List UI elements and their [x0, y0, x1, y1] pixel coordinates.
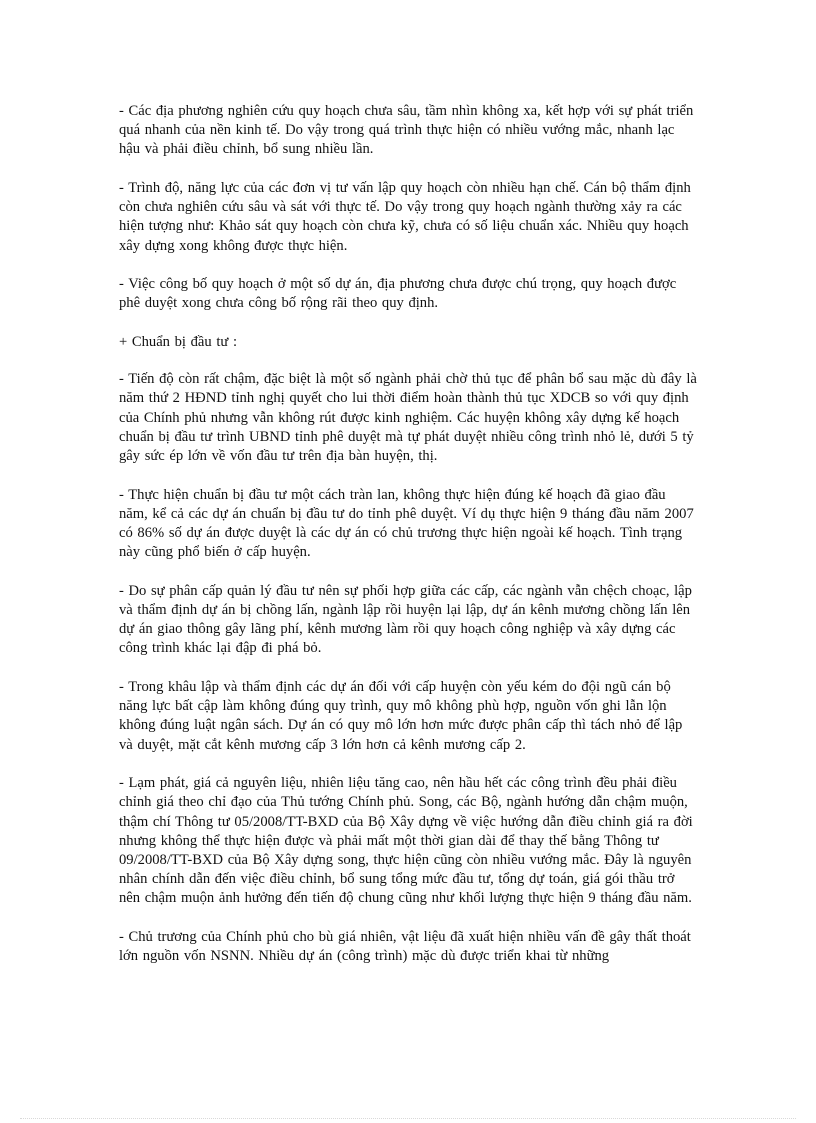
section-heading-investment-preparation: + Chuẩn bị đầu tư : — [119, 334, 238, 350]
paragraph-planning-localities: - Các địa phương nghiên cứu quy hoạch chưa sâu, tầm nhìn không xa, kết hợp với sự phát triển quá nhanh của nền kinh tế. Do vậy trong quá trình thực hiện có nhiều vướng mắc, nhanh lạc hậu và phải điều chỉnh, bổ sung nhiều lần. — [119, 103, 694, 158]
paragraph-inflation-price-adjustment: - Lạm phát, giá cả nguyên liệu, nhiên liệu tăng cao, nên hầu hết các công trình đều phải điều chỉnh giá theo chỉ đạo của Thủ tướng Chính phủ. Song, các Bộ, ngành hướng dẫn chậm muộn, thậm chí Thông tư 05/2008/TT-BXD của Bộ Xây dựng về việc hướng dẫn điều chỉnh giá ra đời nhưng không thể thực hiện được và phải mất một thời gian dài để thay thế bằng Thông tư 09/2008/TT-BXD của Bộ Xây dựng song, thực hiện cũng còn nhiều vướng mắc. Đây là nguyên nhân chính dẫn đến việc điều chỉnh, bổ sung tổng mức đầu tư, tổng dự toán, giá gói thầu trở nên chậm muộn ảnh hưởng đến tiến độ chung cũng như khối lượng thực hiện 9 tháng đầu năm. — [119, 775, 693, 907]
paragraph-coordination-issues: - Do sự phân cấp quản lý đầu tư nên sự phối hợp giữa các cấp, các ngành vẫn chệch choạc, lập và thẩm định dự án bị chồng lấn, ngành lập rồi huyện lại lập, dự án kênh mương chồng lấn lên dự án giao thông gây lãng phí, kênh mương làm rồi quy hoạch công nghiệp và xây dựng các công trình khác lại đập đi phá bỏ. — [119, 582, 692, 657]
paragraph-price-compensation: - Chủ trương của Chính phủ cho bù giá nhiên, vật liệu đã xuất hiện nhiều vấn đề gây thất thoát lớn nguồn vốn NSNN. Nhiều dự án (công trình) mặc dù được triển khai từ những — [119, 929, 691, 965]
paragraph-consultant-capacity: - Trình độ, năng lực của các đơn vị tư vấn lập quy hoạch còn nhiều hạn chế. Cán bộ thẩm định còn chưa nghiên cứu sâu và sát với thực tế. Do vậy trong quy hoạch ngành thường xảy ra các hiện tượng như: Khảo sát quy hoạch còn chưa kỹ, chưa có số liệu chuẩn xác. Nhiều quy hoạch xây dựng xong không được thực hiện. — [119, 180, 691, 254]
page-bottom-divider — [20, 1118, 796, 1119]
paragraph-widespread-preparation: - Thực hiện chuẩn bị đầu tư một cách tràn lan, không thực hiện đúng kế hoạch đã giao đầu năm, kể cả các dự án chuẩn bị đầu tư do tỉnh phê duyệt. Ví dụ thực hiện 9 tháng đầu năm 2007 có 86% số dự án được duyệt là các dự án có chủ trương thực hiện ngoài kế hoạch. Tình trạng này cũng phổ biến ở cấp huyện. — [119, 486, 694, 561]
paragraph-district-appraisal: - Trong khâu lập và thẩm định các dự án đối với cấp huyện còn yếu kém do đội ngũ cán bộ năng lực bất cập làm không đúng quy trình, quy mô không phù hợp, nguồn vốn ghi lẫn lộn không đúng luật ngân sách. Dự án có quy mô lớn hơn mức được phân cấp thì tách nhỏ để lập và duyệt, mặt cắt kênh mương cấp 3 lớn hơn cả kênh mương cấp 2. — [119, 679, 683, 753]
document-body — [119, 102, 699, 986]
paragraph-slow-progress: - Tiến độ còn rất chậm, đặc biệt là một số ngành phải chờ thủ tục để phân bổ sau mặc dù đây là năm thứ 2 HĐND tỉnh nghị quyết cho lui thời điểm hoàn thành thủ tục XDCB so với quy định của Chính phủ nhưng vẫn không rút được kinh nghiệm. Các huyện không xây dựng kế hoạch chuẩn bị đầu tư trình UBND tỉnh phê duyệt mà tự phát duyệt nhiều công trình nhỏ lẻ, dưới 5 tỷ gây sức ép lớn về vốn đầu tư trên địa bàn huyện, thị. — [119, 371, 697, 465]
paragraph-planning-announcement: - Việc công bố quy hoạch ở một số dự án, địa phương chưa được chú trọng, quy hoạch được phê duyệt xong chưa công bố rộng rãi theo quy định. — [119, 276, 677, 312]
